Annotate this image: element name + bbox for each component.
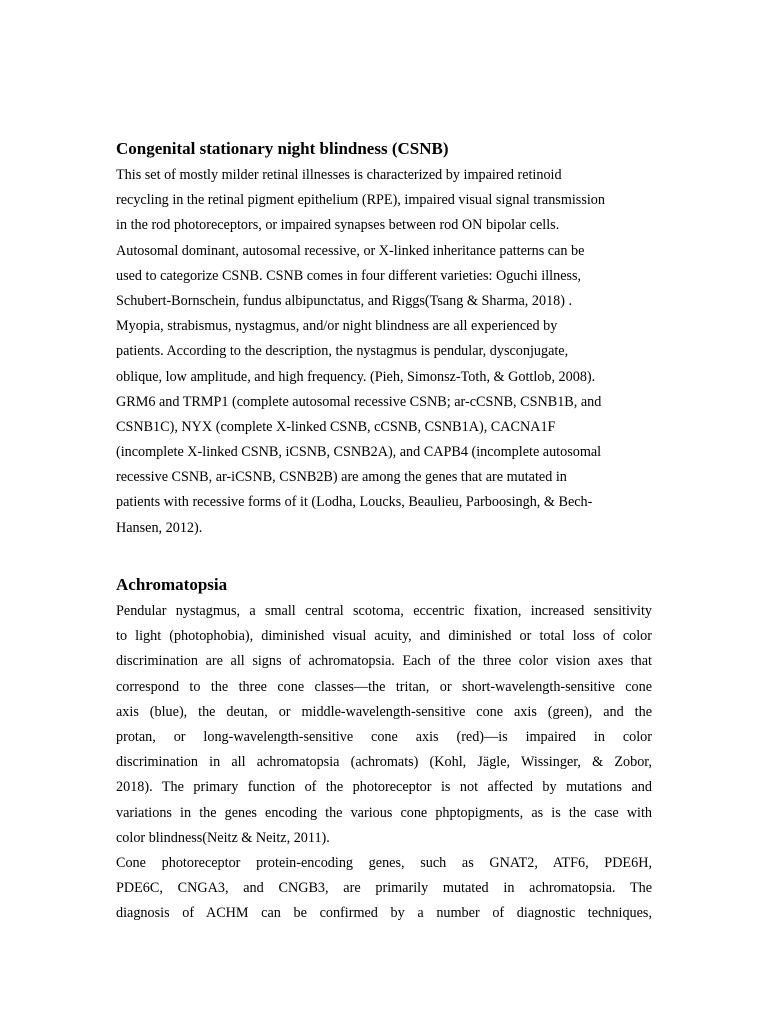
section-heading-achromatopsia: Achromatopsia (116, 575, 228, 594)
text-line: Autosomal dominant, autosomal recessive, or X-linked inheritance patterns can be (116, 242, 585, 259)
text-line: axis (blue), the deutan, or middle-wavelength-sensitive cone axis (green), and the (116, 703, 652, 720)
text-line: Cone photoreceptor protein-encoding genes, such as GNAT2, ATF6, PDE6H, (116, 855, 652, 871)
text-line: variations in the genes encoding the various cone phptopigments, as is the case with (116, 804, 652, 821)
text-line: This set of mostly milder retinal illnesses is characterized by impaired retinoid (116, 167, 562, 183)
text-line: patients with recessive forms of it (Lodha, Loucks, Beaulieu, Parboosingh, & Bech- (116, 494, 593, 511)
text-line: to light (photophobia), diminished visual acuity, and diminished or total loss of color (116, 628, 652, 645)
text-line: patients. According to the description, the nystagmus is pendular, dysconjugate, (116, 343, 569, 360)
text-line: Hansen, 2012). (116, 519, 203, 536)
text-line: oblique, low amplitude, and high frequency. (Pieh, Simonsz-Toth, & Gottlob, 2008). (116, 368, 596, 385)
text-line: discrimination in all achromatopsia (achromats) (Kohl, Jägle, Wissinger, & Zobor, (116, 754, 652, 771)
paragraph-achromatopsia-1 (116, 599, 652, 851)
text-line: Pendular nystagmus, a small central scotoma, eccentric fixation, increased sensitivity (116, 603, 652, 619)
text-line: used to categorize CSNB. CSNB comes in four different varieties: Oguchi illness, (116, 267, 582, 284)
text-line: diagnosis of ACHM can be confirmed by a number of diagnostic techniques, (116, 905, 652, 922)
text-line: Schubert-Bornschein, fundus albipunctatus, and Riggs(Tsang & Sharma, 2018) . (116, 292, 573, 309)
text-line: discrimination are all signs of achromatopsia. Each of the three color vision axes that (116, 653, 652, 670)
text-line: in the rod photoreceptors, or impaired synapses between rod ON bipolar cells. (116, 217, 560, 234)
text-line: recessive CSNB, ar-iCSNB, CSNB2B) are among the genes that are mutated in (116, 469, 567, 486)
text-line: PDE6C, CNGA3, and CNGB3, are primarily mutated in achromatopsia. The (116, 880, 652, 897)
text-line: correspond to the three cone classes—the tritan, or short-wavelength-sensitive cone (116, 678, 652, 695)
section-heading-csnb: Congenital stationary night blindness (CSNB) (116, 139, 449, 158)
text-line: CSNB1C), NYX (complete X-linked CSNB, cCSNB, CSNB1A), CACNA1F (116, 418, 556, 435)
paragraph-achromatopsia-2 (116, 851, 652, 927)
text-line: 2018). The primary function of the photoreceptor is not affected by mutations and (116, 779, 652, 796)
text-line: GRM6 and TRMP1 (complete autosomal recessive CSNB; ar-cCSNB, CSNB1B, and (116, 393, 602, 410)
paragraph-csnb (116, 163, 652, 541)
text-line: Myopia, strabismus, nystagmus, and/or night blindness are all experienced by (116, 318, 558, 335)
text-line: protan, or long-wavelength-sensitive cone axis (red)—is impaired in color (116, 728, 652, 745)
text-line: color blindness(Neitz & Neitz, 2011). (116, 829, 330, 846)
text-line: (incomplete X-linked CSNB, iCSNB, CSNB2A), and CAPB4 (incomplete autosomal (116, 444, 602, 461)
text-line: recycling in the retinal pigment epithelium (RPE), impaired visual signal transmission (116, 192, 605, 209)
